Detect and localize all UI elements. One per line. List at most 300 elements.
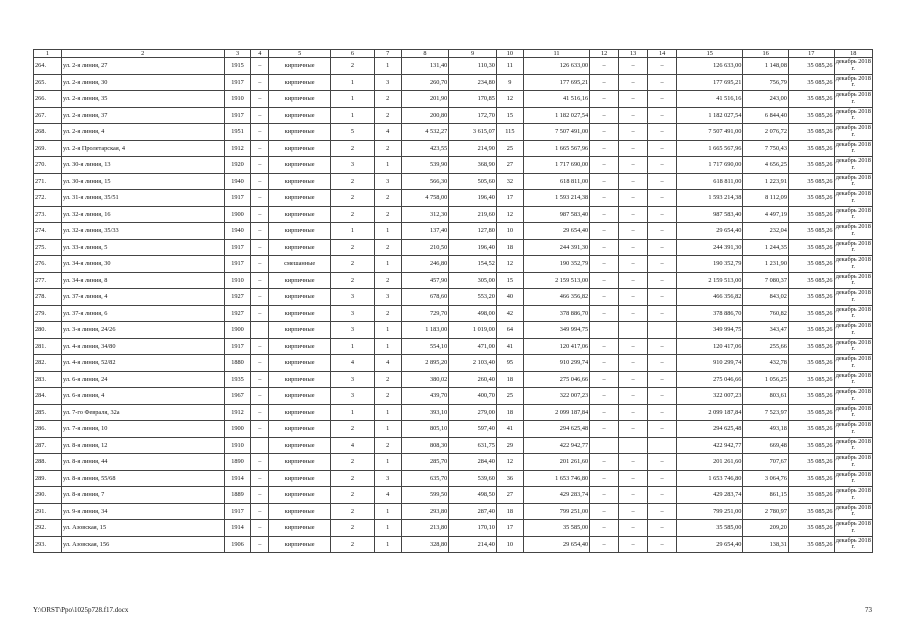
address-cell: ул. 7-я линия, 10 [61, 421, 224, 438]
address-cell: ул. 37-я линия, 6 [61, 305, 224, 322]
cost-sum-cell: 799 251,00 [677, 503, 743, 520]
total-area-cell: 423,55 [401, 140, 449, 157]
residents-cell: 115 [496, 124, 523, 141]
column-number-header: 16 [743, 50, 789, 58]
cell-col13-cell: – [619, 338, 648, 355]
total-area-cell: 1 183,00 [401, 322, 449, 339]
year-built-cell: 1910 [224, 91, 251, 108]
standard-cost-cell: 35 085,26 [788, 388, 834, 405]
wall-material-cell: кирпичные [269, 157, 331, 174]
date-cell: декабрь 2018 г. [834, 272, 872, 289]
row-number-cell: 292. [34, 520, 62, 537]
address-cell: ул. 2-я линия, 37 [61, 107, 224, 124]
column-number-header: 5 [269, 50, 331, 58]
living-area-cell: 279,00 [449, 404, 497, 421]
cell-col13-cell: – [619, 124, 648, 141]
row-number-cell: 271. [34, 173, 62, 190]
row-number-cell: 268. [34, 124, 62, 141]
living-area-cell: 196,40 [449, 190, 497, 207]
entrances-cell: 1 [374, 256, 401, 273]
table-row [34, 91, 873, 108]
floors-cell: 4 [331, 355, 375, 372]
entrances-cell: 1 [374, 536, 401, 553]
cost-total-cell: 910 299,74 [523, 355, 589, 372]
cost-sum-cell: 2 159 513,00 [677, 272, 743, 289]
total-area-cell: 678,60 [401, 289, 449, 306]
column-number-header: 13 [619, 50, 648, 58]
cell-col14-cell: – [648, 454, 677, 471]
cell-col12-cell: – [590, 74, 619, 91]
wall-material-cell: кирпичные [269, 107, 331, 124]
residents-cell: 9 [496, 74, 523, 91]
row-number-cell: 264. [34, 58, 62, 75]
cell-col13-cell [619, 322, 648, 339]
residents-cell: 15 [496, 107, 523, 124]
row-number-cell: 280. [34, 322, 62, 339]
row-number-cell: 283. [34, 371, 62, 388]
entrances-cell: 1 [374, 503, 401, 520]
table-row [34, 239, 873, 256]
living-area-cell: 110,30 [449, 58, 497, 75]
cell-col13-cell: – [619, 388, 648, 405]
total-area-cell: 201,90 [401, 91, 449, 108]
year-built-cell: 1900 [224, 322, 251, 339]
cost-total-cell: 201 261,60 [523, 454, 589, 471]
residents-cell: 27 [496, 487, 523, 504]
column-number-header: 7 [374, 50, 401, 58]
cell-col13-cell: – [619, 305, 648, 322]
entrances-cell: 4 [374, 124, 401, 141]
cell-col13-cell: – [619, 487, 648, 504]
floors-cell: 3 [331, 322, 375, 339]
row-number-cell: 288. [34, 454, 62, 471]
cell-col14-cell: – [648, 239, 677, 256]
cell-col4-cell: – [251, 536, 269, 553]
residents-cell: 42 [496, 305, 523, 322]
date-cell: декабрь 2018 г. [834, 239, 872, 256]
total-area-cell: 285,70 [401, 454, 449, 471]
residents-cell: 40 [496, 289, 523, 306]
year-built-cell: 1900 [224, 206, 251, 223]
table-row [34, 355, 873, 372]
cell-col12-cell: – [590, 206, 619, 223]
cell-col4-cell: – [251, 190, 269, 207]
table-row [34, 503, 873, 520]
cost-per-sqm-cell: 1 056,25 [743, 371, 789, 388]
wall-material-cell: кирпичные [269, 503, 331, 520]
cell-col12-cell [590, 437, 619, 454]
row-number-cell: 275. [34, 239, 62, 256]
residents-cell: 12 [496, 256, 523, 273]
floors-cell: 2 [331, 470, 375, 487]
residents-cell: 17 [496, 190, 523, 207]
cell-col4-cell: – [251, 206, 269, 223]
residents-cell: 10 [496, 536, 523, 553]
cell-col4-cell: – [251, 338, 269, 355]
cell-col14-cell: – [648, 190, 677, 207]
floors-cell: 2 [331, 536, 375, 553]
standard-cost-cell: 35 085,26 [788, 520, 834, 537]
cell-col14-cell: – [648, 404, 677, 421]
cell-col13-cell: – [619, 404, 648, 421]
cell-col13-cell: – [619, 173, 648, 190]
row-number-cell: 289. [34, 470, 62, 487]
cost-per-sqm-cell: 7 750,43 [743, 140, 789, 157]
standard-cost-cell: 35 085,26 [788, 305, 834, 322]
standard-cost-cell: 35 085,26 [788, 289, 834, 306]
cell-col4-cell: – [251, 305, 269, 322]
wall-material-cell: кирпичные [269, 173, 331, 190]
cost-per-sqm-cell: 843,02 [743, 289, 789, 306]
wall-material-cell: кирпичные [269, 190, 331, 207]
standard-cost-cell: 35 085,26 [788, 107, 834, 124]
cost-total-cell: 120 417,06 [523, 338, 589, 355]
living-area-cell: 471,00 [449, 338, 497, 355]
entrances-cell: 2 [374, 190, 401, 207]
wall-material-cell: кирпичные [269, 536, 331, 553]
cell-col4-cell [251, 437, 269, 454]
row-number-cell: 266. [34, 91, 62, 108]
address-cell: ул. 2-я Пролетарская, 4 [61, 140, 224, 157]
residents-cell: 12 [496, 91, 523, 108]
total-area-cell: 729,70 [401, 305, 449, 322]
date-cell: декабрь 2018 г. [834, 536, 872, 553]
row-number-cell: 265. [34, 74, 62, 91]
entrances-cell: 2 [374, 371, 401, 388]
floors-cell: 3 [331, 305, 375, 322]
cell-col13-cell: – [619, 206, 648, 223]
date-cell: декабрь 2018 г. [834, 404, 872, 421]
row-number-cell: 273. [34, 206, 62, 223]
table-row [34, 520, 873, 537]
table-row [34, 371, 873, 388]
cell-col4-cell: – [251, 404, 269, 421]
standard-cost-cell: 35 085,26 [788, 124, 834, 141]
cost-total-cell: 1 593 214,38 [523, 190, 589, 207]
date-cell: декабрь 2018 г. [834, 58, 872, 75]
cell-col14-cell: – [648, 421, 677, 438]
floors-cell: 3 [331, 388, 375, 405]
date-cell: декабрь 2018 г. [834, 256, 872, 273]
total-area-cell: 380,02 [401, 371, 449, 388]
total-area-cell: 599,50 [401, 487, 449, 504]
cost-sum-cell: 1 182 027,54 [677, 107, 743, 124]
cell-col12-cell: – [590, 371, 619, 388]
wall-material-cell: кирпичные [269, 305, 331, 322]
address-cell: ул. 8-я линия, 55/68 [61, 470, 224, 487]
cell-col12-cell: – [590, 388, 619, 405]
cost-per-sqm-cell: 4 497,19 [743, 206, 789, 223]
wall-material-cell: кирпичные [269, 223, 331, 240]
entrances-cell: 3 [374, 173, 401, 190]
page-number: 73 [865, 606, 872, 614]
wall-material-cell: кирпичные [269, 404, 331, 421]
cost-sum-cell: 618 811,00 [677, 173, 743, 190]
address-cell: ул. Азовская, 156 [61, 536, 224, 553]
cell-col12-cell: – [590, 223, 619, 240]
cost-sum-cell: 275 046,66 [677, 371, 743, 388]
date-cell: декабрь 2018 г. [834, 520, 872, 537]
cell-col12-cell: – [590, 338, 619, 355]
standard-cost-cell: 35 085,26 [788, 239, 834, 256]
cell-col13-cell: – [619, 58, 648, 75]
year-built-cell: 1917 [224, 190, 251, 207]
wall-material-cell: кирпичные [269, 239, 331, 256]
wall-material-cell: кирпичные [269, 58, 331, 75]
floors-cell: 2 [331, 503, 375, 520]
date-cell: декабрь 2018 г. [834, 140, 872, 157]
standard-cost-cell: 35 085,26 [788, 421, 834, 438]
column-number-row [34, 50, 873, 58]
standard-cost-cell: 35 085,26 [788, 503, 834, 520]
total-area-cell: 808,30 [401, 437, 449, 454]
address-cell: ул. 4-я линия, 52/82 [61, 355, 224, 372]
cost-per-sqm-cell: 669,48 [743, 437, 789, 454]
cell-col4-cell: – [251, 256, 269, 273]
wall-material-cell: кирпичные [269, 355, 331, 372]
address-cell: ул. 34-я линия, 30 [61, 256, 224, 273]
cost-sum-cell: 429 283,74 [677, 487, 743, 504]
cell-col12-cell: – [590, 520, 619, 537]
cost-per-sqm-cell: 232,04 [743, 223, 789, 240]
total-area-cell: 131,40 [401, 58, 449, 75]
cost-per-sqm-cell: 2 780,97 [743, 503, 789, 520]
total-area-cell: 393,10 [401, 404, 449, 421]
cost-per-sqm-cell: 255,66 [743, 338, 789, 355]
table-row [34, 536, 873, 553]
residents-cell: 11 [496, 58, 523, 75]
wall-material-cell: кирпичные [269, 487, 331, 504]
year-built-cell: 1927 [224, 289, 251, 306]
cost-total-cell: 349 994,75 [523, 322, 589, 339]
entrances-cell: 3 [374, 289, 401, 306]
table-row [34, 124, 873, 141]
cell-col14-cell: – [648, 157, 677, 174]
year-built-cell: 1917 [224, 107, 251, 124]
residents-cell: 25 [496, 140, 523, 157]
cost-sum-cell: 177 695,21 [677, 74, 743, 91]
cell-col13-cell: – [619, 157, 648, 174]
residents-cell: 18 [496, 503, 523, 520]
living-area-cell: 305,00 [449, 272, 497, 289]
total-area-cell: 805,10 [401, 421, 449, 438]
cost-total-cell: 466 356,82 [523, 289, 589, 306]
cell-col4-cell: – [251, 223, 269, 240]
total-area-cell: 457,90 [401, 272, 449, 289]
year-built-cell: 1917 [224, 74, 251, 91]
cost-per-sqm-cell: 8 112,09 [743, 190, 789, 207]
cell-col4-cell: – [251, 74, 269, 91]
entrances-cell: 1 [374, 157, 401, 174]
year-built-cell: 1906 [224, 536, 251, 553]
entrances-cell: 2 [374, 272, 401, 289]
total-area-cell: 210,50 [401, 239, 449, 256]
residents-cell: 15 [496, 272, 523, 289]
table-body [34, 58, 873, 553]
residents-cell: 27 [496, 157, 523, 174]
row-number-cell: 290. [34, 487, 62, 504]
cell-col14-cell: – [648, 388, 677, 405]
living-area-cell: 597,40 [449, 421, 497, 438]
address-cell: ул. 9-я линия, 34 [61, 503, 224, 520]
wall-material-cell: кирпичные [269, 91, 331, 108]
year-built-cell: 1967 [224, 388, 251, 405]
entrances-cell: 2 [374, 140, 401, 157]
total-area-cell: 293,80 [401, 503, 449, 520]
year-built-cell: 1920 [224, 157, 251, 174]
table-row [34, 470, 873, 487]
standard-cost-cell: 35 085,26 [788, 454, 834, 471]
standard-cost-cell: 35 085,26 [788, 91, 834, 108]
cost-sum-cell: 378 886,70 [677, 305, 743, 322]
cell-col12-cell: – [590, 124, 619, 141]
cell-col12-cell: – [590, 173, 619, 190]
date-cell: декабрь 2018 г. [834, 503, 872, 520]
standard-cost-cell: 35 085,26 [788, 190, 834, 207]
floors-cell: 1 [331, 223, 375, 240]
entrances-cell: 1 [374, 421, 401, 438]
address-cell: ул. 8-я линия, 7 [61, 487, 224, 504]
cost-per-sqm-cell: 2 076,72 [743, 124, 789, 141]
living-area-cell: 172,70 [449, 107, 497, 124]
cell-col14-cell [648, 437, 677, 454]
total-area-cell: 439,70 [401, 388, 449, 405]
cell-col13-cell: – [619, 470, 648, 487]
cell-col13-cell: – [619, 454, 648, 471]
living-area-cell: 498,00 [449, 305, 497, 322]
row-number-cell: 287. [34, 437, 62, 454]
floors-cell: 1 [331, 74, 375, 91]
cost-sum-cell: 349 994,75 [677, 322, 743, 339]
cell-col14-cell: – [648, 536, 677, 553]
cost-sum-cell: 1 593 214,38 [677, 190, 743, 207]
cell-col14-cell: – [648, 74, 677, 91]
cell-col13-cell: – [619, 355, 648, 372]
cell-col4-cell: – [251, 157, 269, 174]
residents-cell: 18 [496, 239, 523, 256]
cell-col13-cell: – [619, 74, 648, 91]
wall-material-cell: кирпичные [269, 470, 331, 487]
year-built-cell: 1914 [224, 520, 251, 537]
cell-col14-cell: – [648, 520, 677, 537]
row-number-cell: 278. [34, 289, 62, 306]
date-cell: декабрь 2018 г. [834, 421, 872, 438]
floors-cell: 1 [331, 91, 375, 108]
table-row [34, 289, 873, 306]
living-area-cell: 400,70 [449, 388, 497, 405]
cost-total-cell: 987 583,40 [523, 206, 589, 223]
cost-total-cell: 2 159 513,00 [523, 272, 589, 289]
cell-col14-cell: – [648, 256, 677, 273]
column-number-header: 1 [34, 50, 62, 58]
date-cell: декабрь 2018 г. [834, 74, 872, 91]
row-number-cell: 270. [34, 157, 62, 174]
cost-total-cell: 1 653 746,80 [523, 470, 589, 487]
cost-per-sqm-cell: 209,20 [743, 520, 789, 537]
row-number-cell: 285. [34, 404, 62, 421]
cost-total-cell: 29 654,40 [523, 223, 589, 240]
cost-sum-cell: 120 417,06 [677, 338, 743, 355]
cost-sum-cell: 41 516,16 [677, 91, 743, 108]
standard-cost-cell: 35 085,26 [788, 157, 834, 174]
row-number-cell: 272. [34, 190, 62, 207]
cell-col12-cell: – [590, 107, 619, 124]
cost-total-cell: 422 942,77 [523, 437, 589, 454]
address-cell: ул. 2-я линия, 27 [61, 58, 224, 75]
wall-material-cell: кирпичные [269, 206, 331, 223]
floors-cell: 3 [331, 289, 375, 306]
standard-cost-cell: 35 085,26 [788, 206, 834, 223]
cell-col12-cell: – [590, 487, 619, 504]
address-cell: ул. 4-я линия, 34/80 [61, 338, 224, 355]
address-cell: ул. 3-я линия, 24/26 [61, 322, 224, 339]
total-area-cell: 246,80 [401, 256, 449, 273]
row-number-cell: 269. [34, 140, 62, 157]
cell-col14-cell: – [648, 355, 677, 372]
cell-col12-cell: – [590, 454, 619, 471]
floors-cell: 2 [331, 272, 375, 289]
cost-sum-cell: 190 352,79 [677, 256, 743, 273]
total-area-cell: 635,70 [401, 470, 449, 487]
living-area-cell: 368,90 [449, 157, 497, 174]
cost-total-cell: 378 886,70 [523, 305, 589, 322]
living-area-cell: 214,90 [449, 140, 497, 157]
table-row [34, 322, 873, 339]
entrances-cell: 4 [374, 487, 401, 504]
standard-cost-cell: 35 085,26 [788, 272, 834, 289]
table-row [34, 206, 873, 223]
date-cell: декабрь 2018 г. [834, 107, 872, 124]
year-built-cell: 1912 [224, 404, 251, 421]
wall-material-cell: кирпичные [269, 338, 331, 355]
floors-cell: 2 [331, 140, 375, 157]
cost-per-sqm-cell: 707,67 [743, 454, 789, 471]
cell-col14-cell: – [648, 487, 677, 504]
cell-col4-cell: – [251, 272, 269, 289]
date-cell: декабрь 2018 г. [834, 338, 872, 355]
total-area-cell: 312,30 [401, 206, 449, 223]
living-area-cell: 127,80 [449, 223, 497, 240]
cell-col4-cell: – [251, 454, 269, 471]
cell-col4-cell: – [251, 421, 269, 438]
residents-cell: 36 [496, 470, 523, 487]
address-cell: ул. 33-я линия, 5 [61, 239, 224, 256]
wall-material-cell: кирпичные [269, 322, 331, 339]
year-built-cell: 1940 [224, 173, 251, 190]
cost-total-cell: 322 007,23 [523, 388, 589, 405]
cost-sum-cell: 126 633,00 [677, 58, 743, 75]
date-cell: декабрь 2018 г. [834, 437, 872, 454]
column-number-header: 6 [331, 50, 375, 58]
total-area-cell: 2 895,20 [401, 355, 449, 372]
cost-sum-cell: 466 356,82 [677, 289, 743, 306]
cell-col4-cell [251, 322, 269, 339]
year-built-cell: 1917 [224, 338, 251, 355]
cell-col13-cell: – [619, 223, 648, 240]
date-cell: декабрь 2018 г. [834, 223, 872, 240]
cell-col12-cell: – [590, 503, 619, 520]
cost-per-sqm-cell: 756,79 [743, 74, 789, 91]
living-area-cell: 539,60 [449, 470, 497, 487]
living-area-cell: 196,40 [449, 239, 497, 256]
wall-material-cell: кирпичные [269, 371, 331, 388]
cost-per-sqm-cell: 343,47 [743, 322, 789, 339]
cost-total-cell: 7 507 491,00 [523, 124, 589, 141]
cell-col13-cell: – [619, 239, 648, 256]
cost-per-sqm-cell: 803,61 [743, 388, 789, 405]
row-number-cell: 281. [34, 338, 62, 355]
standard-cost-cell: 35 085,26 [788, 536, 834, 553]
